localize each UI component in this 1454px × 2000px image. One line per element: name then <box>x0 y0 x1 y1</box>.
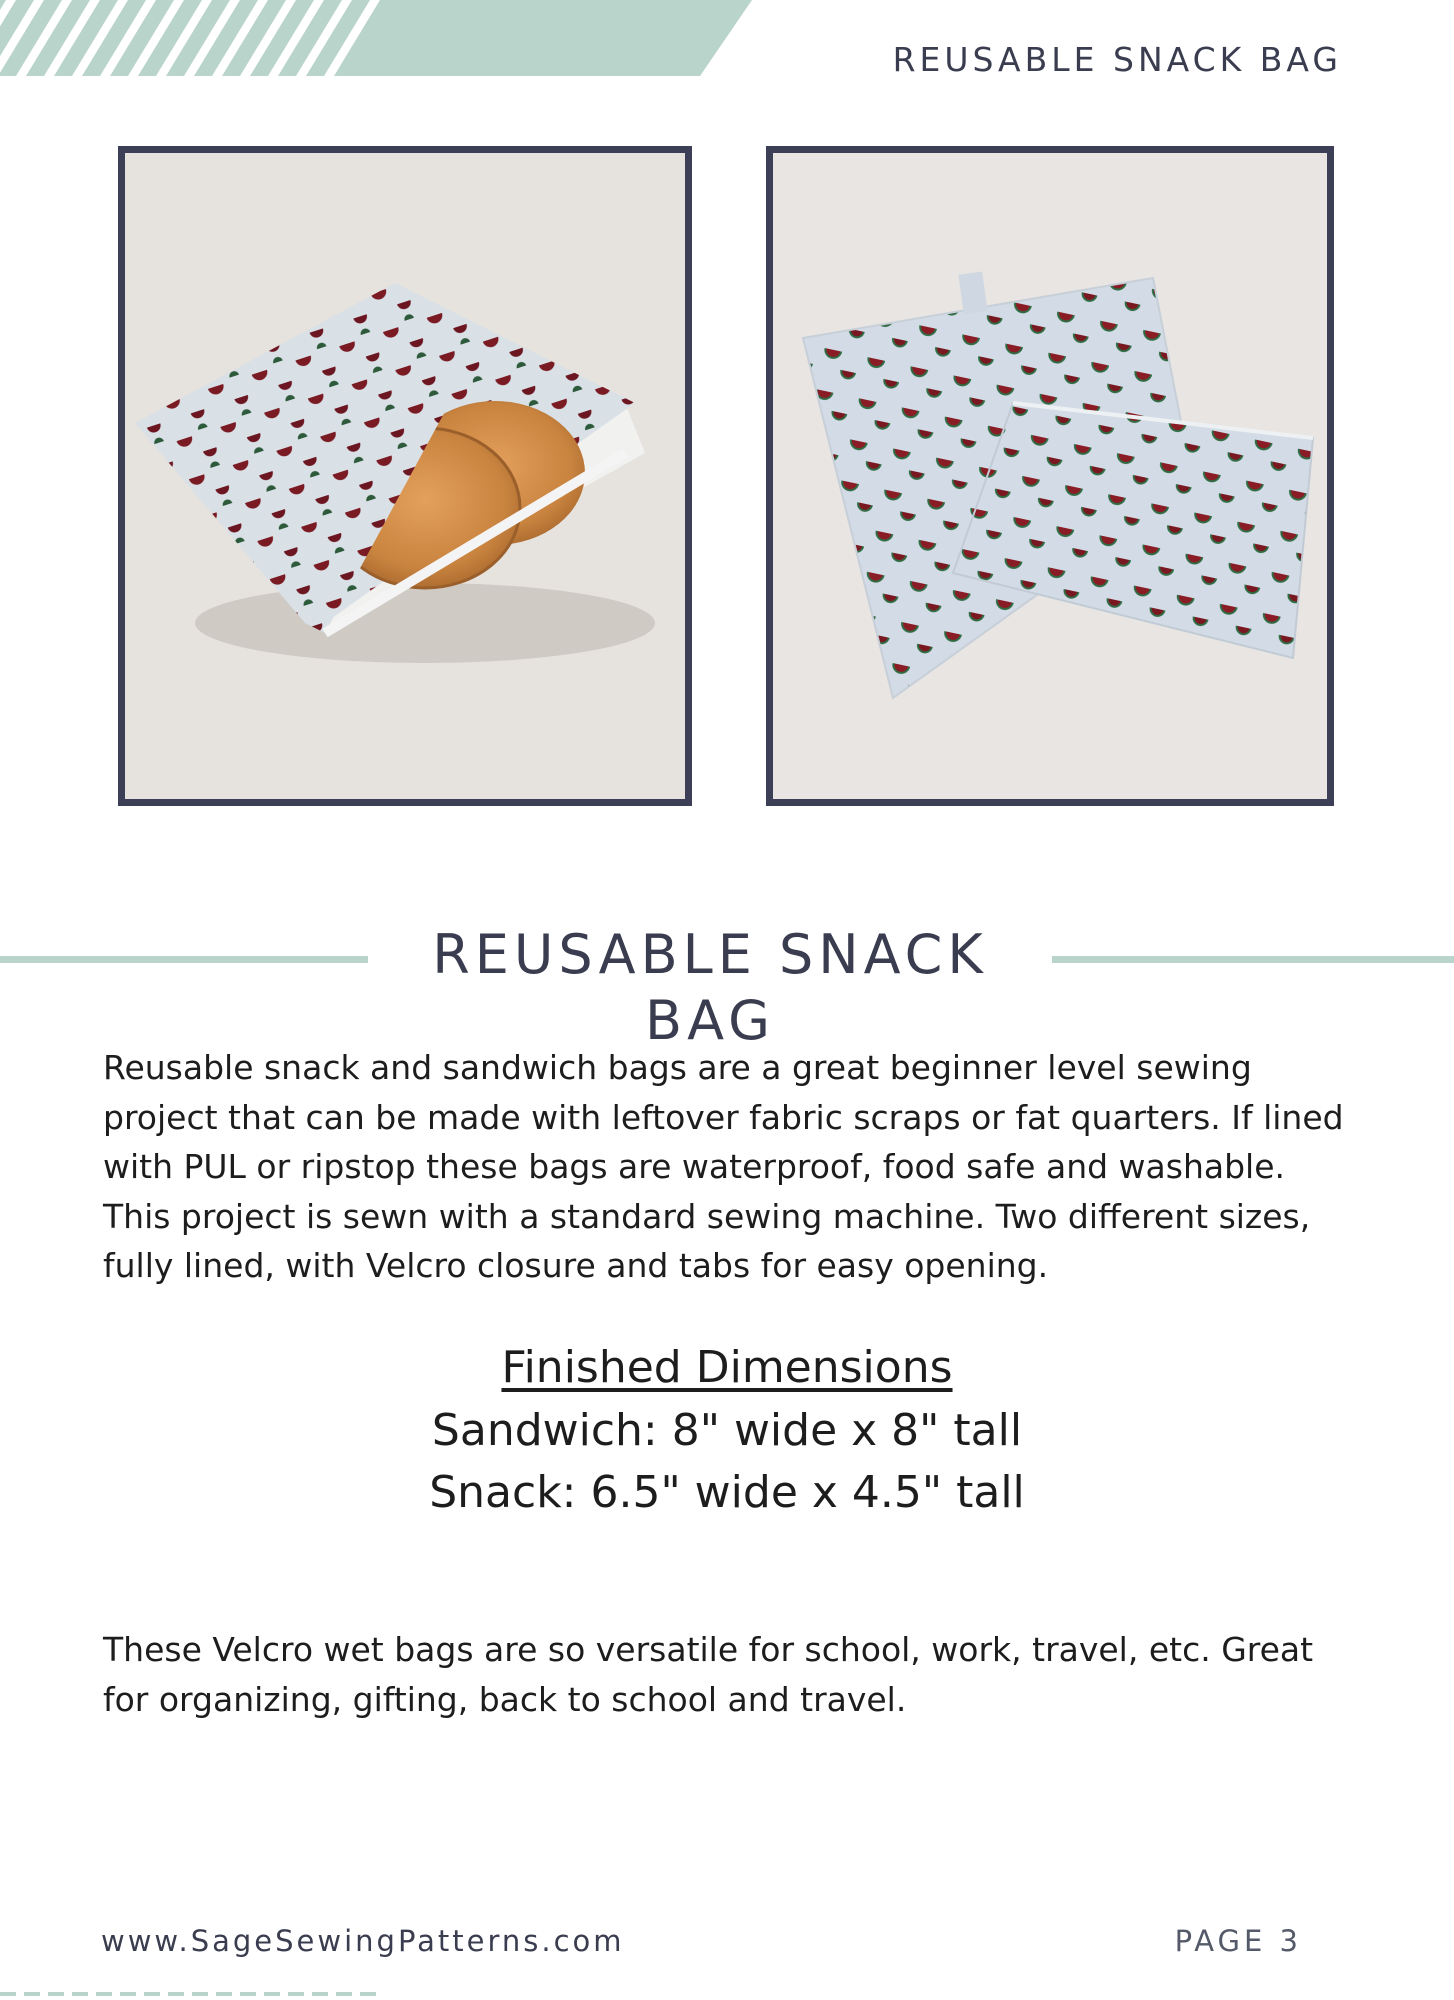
title-rule-left <box>0 956 368 963</box>
footer-page-number: PAGE 3 <box>1174 1924 1302 1958</box>
footer-website-link[interactable]: www.SageSewingPatterns.com <box>101 1924 625 1958</box>
header-title: REUSABLE SNACK BAG <box>892 40 1342 79</box>
title-rule-right <box>1052 956 1454 963</box>
dimensions-snack: Snack: 6.5" wide x 4.5" tall <box>429 1467 1025 1518</box>
header-banner <box>0 0 760 80</box>
photo-snack-bag-with-rice-cakes <box>118 146 692 806</box>
section-title: REUSABLE SNACK BAG <box>432 923 988 1052</box>
photo-two-bag-sizes <box>766 146 1334 806</box>
bottom-decoration <box>0 1992 380 1996</box>
intro-paragraph: Reusable snack and sandwich bags are a great beginner level sewing project that can be made with leftover fabric scraps or fat quarters. If lined with PUL or ripstop these bags are waterproof, food safe and washable. This project is sewn with a standard sewing machine. Two different sizes, fully lined, with Velcro closure and tabs for easy opening. <box>103 1048 1344 1285</box>
dimensions-sandwich: Sandwich: 8" wide x 8" tall <box>431 1405 1023 1456</box>
dimensions-heading: Finished Dimensions <box>501 1342 953 1393</box>
closing-paragraph: These Velcro wet bags are so versatile for school, work, travel, etc. Great for organizing, gifting, back to school and travel. <box>103 1630 1314 1719</box>
